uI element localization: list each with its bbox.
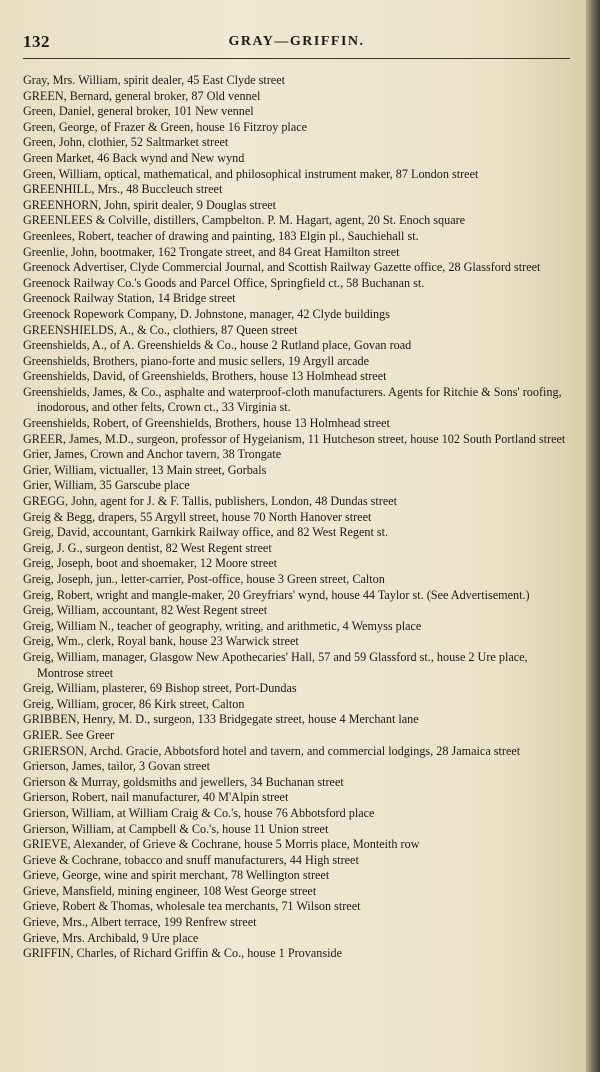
directory-entry: Greenock Advertiser, Clyde Commercial Journal, and Scottish Railway Gazette office, 28 Glassford street <box>23 260 541 275</box>
directory-entry: GRIERSON, Archd. Gracie, Abbotsford hotel and tavern, and commercial lodgings, 28 Jamaica street <box>23 743 521 758</box>
running-head: GRAY—GRIFFIN. <box>228 34 365 49</box>
directory-entry: GREENSHIELDS, A., & Co., clothiers, 87 Queen street <box>23 322 298 337</box>
directory-entry: Greig, William, manager, Glasgow New Apothecaries' Hall, 57 and 59 Glassford st., house 2 Ure place, Montrose street <box>23 649 528 680</box>
directory-entry: Grierson & Murray, goldsmiths and jewellers, 34 Buchanan street <box>23 774 344 789</box>
directory-entry: GREEN, Bernard, general broker, 87 Old vennel <box>23 88 261 103</box>
directory-entry: Greenock Railway Co.'s Goods and Parcel Office, Springfield ct., 58 Buchanan st. <box>23 275 425 290</box>
directory-entry: Grieve, Mrs., Albert terrace, 199 Renfrew street <box>23 915 257 930</box>
directory-entry: GREGG, John, agent for J. & F. Tallis, publishers, London, 48 Dundas street <box>23 494 398 509</box>
directory-entry: GREENHILL, Mrs., 48 Buccleuch street <box>23 182 223 197</box>
directory-entry: Greig, William, plasterer, 69 Bishop street, Port-Dundas <box>23 681 297 696</box>
directory-entry: Greig & Begg, drapers, 55 Argyll street, house 70 North Hanover street <box>23 509 372 524</box>
directory-entry: Grierson, James, tailor, 3 Govan street <box>23 759 211 774</box>
directory-entry: Greenshields, Robert, of Greenshields, Brothers, house 13 Holmhead street <box>23 416 390 431</box>
directory-entry: Grieve, Robert & Thomas, wholesale tea merchants, 71 Wilson street <box>23 899 361 914</box>
page-number: 132 <box>23 32 50 51</box>
directory-entry: Grieve, Mrs. Archibald, 9 Ure place <box>23 930 199 945</box>
directory-entry: Greenlees, Robert, teacher of drawing and painting, 183 Elgin pl., Sauchiehall st. <box>23 228 419 243</box>
directory-entry: Green, John, clothier, 52 Saltmarket street <box>23 135 229 150</box>
directory-entry: Grieve, George, wine and spirit merchant, 78 Wellington street <box>23 868 330 883</box>
directory-entry: Greig, Robert, wright and mangle-maker, 20 Greyfriars' wynd, house 44 Taylor st. (See Advertisement.) <box>23 587 530 602</box>
directory-entry: Greig, J. G., surgeon dentist, 82 West Regent street <box>23 540 272 555</box>
directory-entry: Grierson, William, at William Craig & Co.'s, house 76 Abbotsford place <box>23 805 375 820</box>
directory-entries <box>23 73 570 962</box>
directory-entry: Grierson, Robert, nail manufacturer, 40 M'Alpin street <box>23 790 289 805</box>
directory-entry: Greig, Wm., clerk, Royal bank, house 23 Warwick street <box>23 634 299 649</box>
directory-entry: Greenshields, David, of Greenshields, Brothers, house 13 Holmhead street <box>23 369 387 384</box>
book-spine-edge <box>586 0 600 1072</box>
directory-entry: Grieve & Cochrane, tobacco and snuff manufacturers, 44 High street <box>23 852 359 867</box>
directory-entry: Green, William, optical, mathematical, and philosophical instrument maker, 87 London street <box>23 166 479 181</box>
directory-entry: GRIFFIN, Charles, of Richard Griffin & Co., house 1 Provanside <box>23 946 342 961</box>
directory-entry: GREER, James, M.D., surgeon, professor of Hygeianism, 11 Hutcheson street, house 102 South Portland street <box>23 431 566 446</box>
directory-entry: Greig, William, grocer, 86 Kirk street, Calton <box>23 696 245 711</box>
directory-entry: Greig, Joseph, boot and shoemaker, 12 Moore street <box>23 556 278 571</box>
directory-entry: Gray, Mrs. William, spirit dealer, 45 East Clyde street <box>23 73 286 87</box>
directory-entry: Greenlie, John, bootmaker, 162 Trongate street, and 84 Great Hamilton street <box>23 244 400 259</box>
directory-entry: Grier, William, 35 Garscube place <box>23 478 190 493</box>
directory-entry: Grier, James, Crown and Anchor tavern, 38 Trongate <box>23 447 282 462</box>
directory-entry: Greig, David, accountant, Garnkirk Railway office, and 82 West Regent st. <box>23 525 389 540</box>
directory-entry: Grieve, Mansfield, mining engineer, 108 West George street <box>23 883 317 898</box>
directory-entry: Greig, William, accountant, 82 West Regent street <box>23 603 268 618</box>
directory-entry: Grier, William, victualler, 13 Main street, Gorbals <box>23 462 267 477</box>
directory-entry: Greig, Joseph, jun., letter-carrier, Post-office, house 3 Green street, Calton <box>23 572 385 586</box>
directory-entry: Greenock Ropework Company, D. Johnstone, manager, 42 Clyde buildings <box>23 306 390 321</box>
directory-entry: Greig, William N., teacher of geography, writing, and arithmetic, 4 Wemyss place <box>23 618 422 633</box>
directory-entry: GRIBBEN, Henry, M. D., surgeon, 133 Bridgegate street, house 4 Merchant lane <box>23 712 419 727</box>
directory-entry: Greenshields, Brothers, piano-forte and music sellers, 19 Argyll arcade <box>23 353 370 368</box>
directory-entry: Grierson, William, at Campbell & Co.'s, house 11 Union street <box>23 821 329 836</box>
directory-entry: Green Market, 46 Back wynd and New wynd <box>23 150 245 165</box>
directory-entry: Greenock Railway Station, 14 Bridge street <box>23 291 236 306</box>
directory-entry: GRIER. See Greer <box>23 727 115 742</box>
directory-entry: Green, Daniel, general broker, 101 New vennel <box>23 104 254 119</box>
directory-entry: GRIEVE, Alexander, of Grieve & Cochrane, house 5 Morris place, Monteith row <box>23 837 420 852</box>
directory-entry: GREENLEES & Colville, distillers, Campbelton. P. M. Hagart, agent, 20 St. Enoch square <box>23 213 466 228</box>
directory-entry: Greenshields, A., of A. Greenshields & Co., house 2 Rutland place, Govan road <box>23 338 412 353</box>
directory-entry: Greenshields, James, & Co., asphalte and waterproof-cloth manufacturers. Agents for Ritchie & Sons' roofing, inodorous, and other felts, Crown ct., 33 Virginia st. <box>23 384 562 415</box>
directory-entry: GREENHORN, John, spirit dealer, 9 Douglas street <box>23 197 277 212</box>
page-header <box>23 32 570 59</box>
directory-entry: Green, George, of Frazer & Green, house 16 Fitzroy place <box>23 119 308 134</box>
